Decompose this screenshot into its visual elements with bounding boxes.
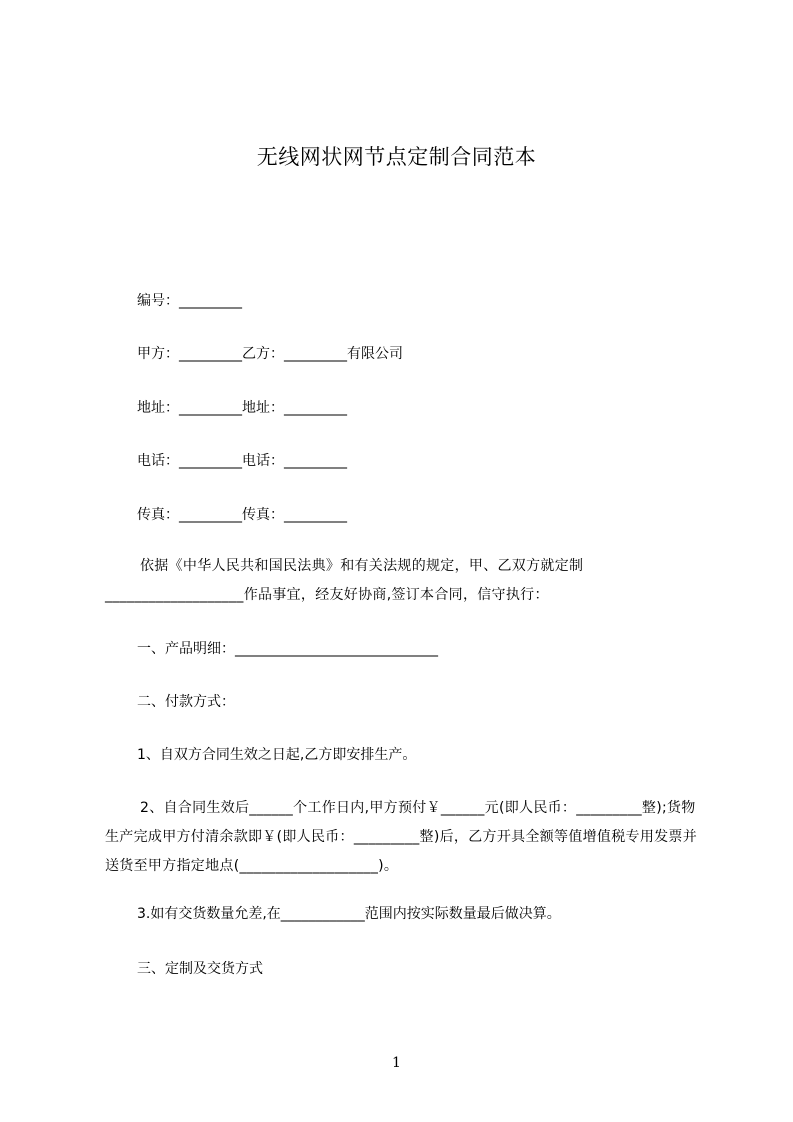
section-2-heading: 二、付款方式： (137, 694, 235, 710)
parties-field: 甲方：_________乙方：_________有限公司 (137, 346, 403, 362)
phone-field: 电话：_________电话：_________ (137, 453, 347, 469)
section-3-heading: 三、定制及交货方式 (137, 961, 263, 977)
fax-field: 传真：_________传真：_________ (137, 507, 347, 523)
section-2-item-2: 2、自合同生效后______个工作日内,甲方预付￥______元(即人民币：_________整);货物生产完成甲方付清余款即￥(即人民币：_________整)后，乙方开具全额等值增值税专用发票并送货至甲方指定地点(___________________)。 (105, 800, 698, 874)
contract-number-field: 编号：_________ (137, 293, 242, 309)
page-number: 1 (392, 1055, 401, 1071)
section-1-product-details: 一、产品明细：_____________________________ (137, 641, 438, 657)
section-2-item-1: 1、自双方合同生效之日起,乙方即安排生产。 (137, 747, 417, 763)
intro-paragraph: 依据《中华人民共和国民法典》和有关法规的规定，甲、乙双方就定制___________________作品事宜，经友好协商,签订本合同，信守执行： (105, 558, 584, 603)
section-2-item-3: 3.如有交货数量允差,在____________范围内按实际数量最后做决算。 (137, 906, 561, 922)
document-title: 无线网状网节点定制合同范本 (256, 145, 537, 169)
address-field: 地址：_________地址：_________ (137, 400, 347, 416)
